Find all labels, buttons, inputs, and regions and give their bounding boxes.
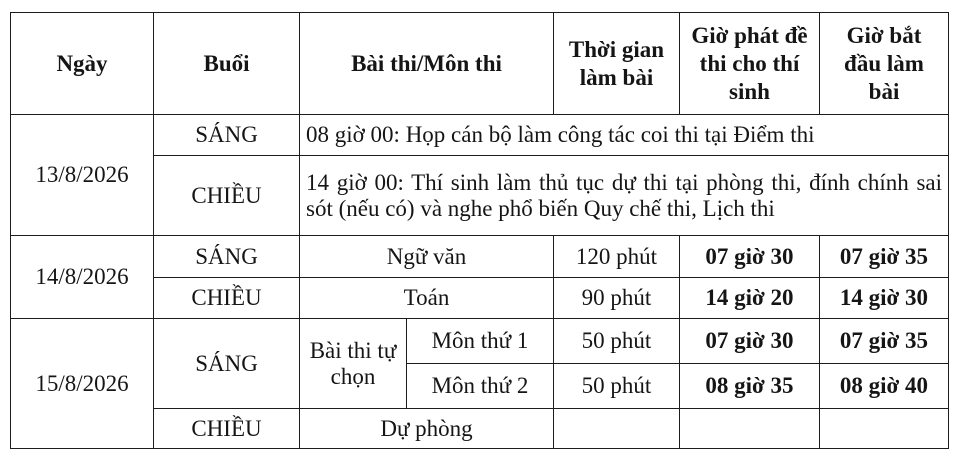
session-cell: SÁNG <box>154 236 300 278</box>
session-cell: SÁNG <box>154 319 300 409</box>
session-cell: CHIỀU <box>154 409 300 449</box>
table-row <box>11 236 949 278</box>
header-gio-phat-de: Giờ phát đề thi cho thí sinh <box>680 13 820 115</box>
distribute-time-cell: 14 giờ 20 <box>680 278 820 319</box>
subject-cell: Dự phòng <box>300 409 554 449</box>
header-gio-bat-dau: Giờ bắt đầu làm bài <box>820 13 949 115</box>
header-row <box>11 13 949 115</box>
start-time-cell: 14 giờ 30 <box>820 278 949 319</box>
header-thoi-gian: Thời gian làm bài <box>554 13 680 115</box>
elective-group-cell: Bài thi tự chọn <box>300 319 407 409</box>
distribute-time-cell: 07 giờ 30 <box>680 319 820 364</box>
duration-cell: 50 phút <box>554 319 680 364</box>
empty-cell <box>820 409 949 449</box>
date-cell: 15/8/2026 <box>11 319 154 449</box>
empty-cell <box>680 409 820 449</box>
subject-cell: Môn thứ 2 <box>407 364 554 409</box>
session-cell: CHIỀU <box>154 156 300 236</box>
empty-cell <box>554 409 680 449</box>
date-cell: 14/8/2026 <box>11 236 154 319</box>
note-cell: 08 giờ 00: Họp cán bộ làm công tác coi thi tại Điểm thi <box>300 115 949 156</box>
subject-cell: Ngữ văn <box>300 236 554 278</box>
distribute-time-cell: 07 giờ 30 <box>680 236 820 278</box>
duration-cell: 50 phút <box>554 364 680 409</box>
subject-cell: Toán <box>300 278 554 319</box>
header-ngay: Ngày <box>11 13 154 115</box>
subject-cell: Môn thứ 1 <box>407 319 554 364</box>
header-bai-thi: Bài thi/Môn thi <box>300 13 554 115</box>
session-cell: CHIỀU <box>154 278 300 319</box>
exam-schedule-table <box>10 12 949 449</box>
distribute-time-cell: 08 giờ 35 <box>680 364 820 409</box>
date-cell: 13/8/2026 <box>11 115 154 236</box>
table-row <box>11 115 949 156</box>
start-time-cell: 08 giờ 40 <box>820 364 949 409</box>
start-time-cell: 07 giờ 35 <box>820 236 949 278</box>
duration-cell: 120 phút <box>554 236 680 278</box>
table-row <box>11 319 949 364</box>
session-cell: SÁNG <box>154 115 300 156</box>
header-buoi: Buổi <box>154 13 300 115</box>
note-cell: 14 giờ 00: Thí sinh làm thủ tục dự thi tại phòng thi, đính chính sai sót (nếu có) và nghe phổ biến Quy chế thi, Lịch thi <box>300 156 949 236</box>
start-time-cell: 07 giờ 35 <box>820 319 949 364</box>
duration-cell: 90 phút <box>554 278 680 319</box>
